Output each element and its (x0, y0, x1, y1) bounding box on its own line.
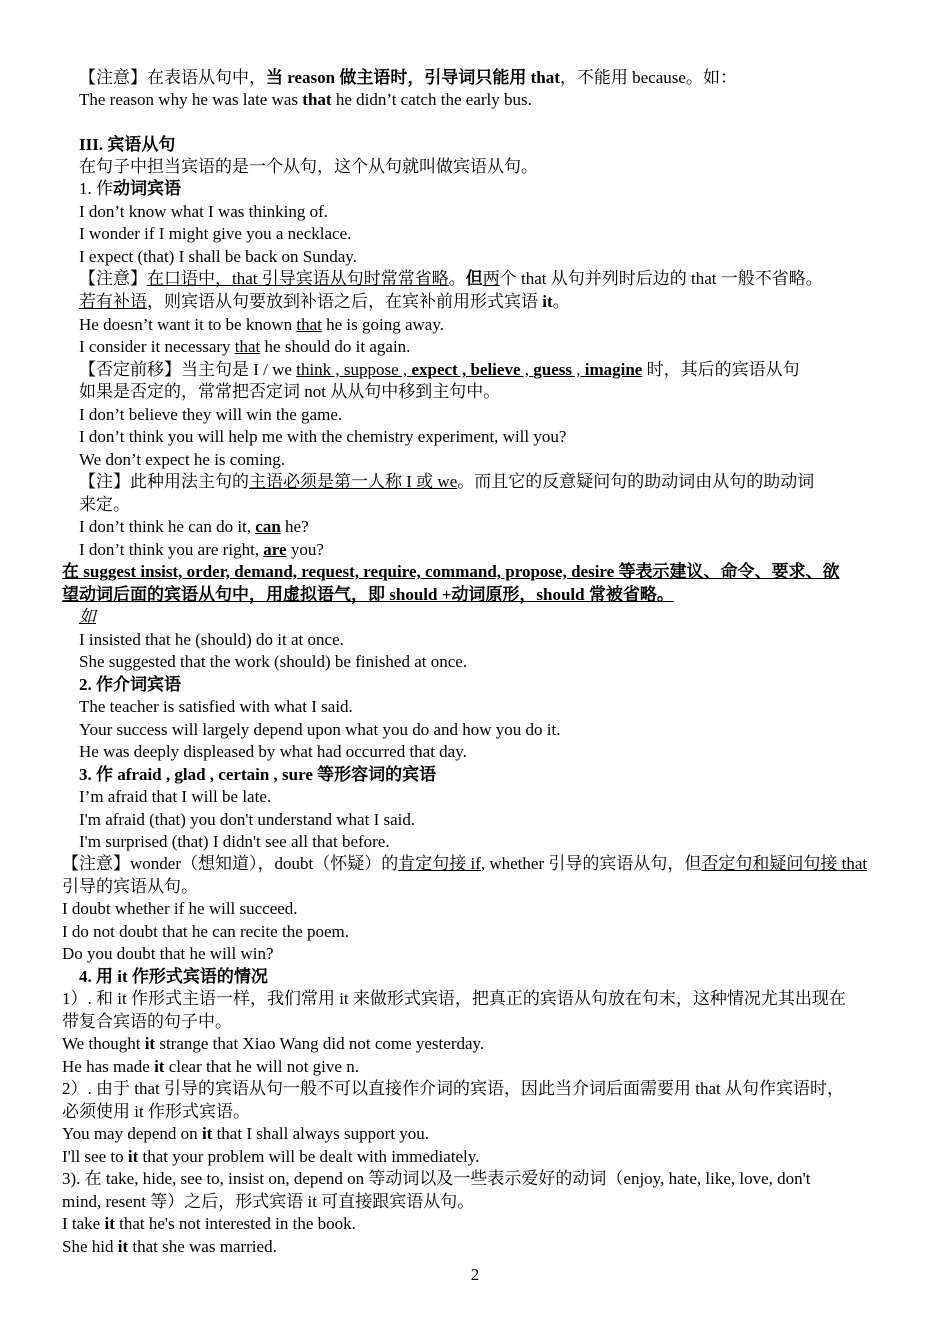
text-line (79, 674, 181, 696)
text-segment: imagine (584, 360, 643, 379)
text-segment: 时，其后的宾语从句 (642, 360, 800, 379)
text-segment: can (255, 517, 281, 536)
text-line (62, 1101, 250, 1123)
text-segment: 两 (482, 269, 500, 288)
text-segment: 【否定前移】当主句是 I / we (79, 360, 297, 379)
text-segment: I expect (that) I shall be back on Sunday. (79, 247, 357, 266)
text-line (79, 494, 130, 516)
text-line (79, 314, 444, 336)
text-line (79, 291, 570, 313)
text-segment: 1. 作 (79, 179, 113, 198)
text-segment: it (117, 1237, 129, 1256)
text-segment: I don’t think you are right, (79, 540, 264, 559)
text-segment: 【注】此种用法主句的 (79, 472, 249, 491)
text-segment: The reason why he was late was (79, 90, 303, 109)
text-segment: 3. 作 afraid , glad , certain , sure 等形容词的宾语 (79, 765, 437, 784)
text-segment: it (144, 1034, 156, 1053)
text-segment: Do you doubt that he will win? (62, 944, 274, 963)
text-line (79, 134, 175, 156)
text-segment: 4. 用 it 作形式宾语的情况 (79, 967, 268, 986)
text-line (62, 584, 674, 606)
text-line (79, 178, 181, 200)
text-line (79, 426, 566, 448)
text-segment: you? (286, 540, 324, 559)
text-segment: He doesn’t want it to be known (79, 315, 297, 334)
text-segment: guess (533, 360, 572, 379)
text-line (79, 156, 538, 178)
text-line (79, 809, 415, 831)
text-line (79, 404, 342, 426)
text-segment: that he's not interested in the book. (114, 1214, 356, 1233)
text-segment: 如 (79, 607, 96, 626)
text-line (62, 876, 198, 898)
text-segment: 肯定句接 if (398, 854, 481, 873)
text-segment: The teacher is satisfied with what I said. (79, 697, 353, 716)
text-line (79, 89, 532, 111)
text-line (62, 1011, 232, 1033)
text-line (79, 223, 351, 245)
text-segment: he should do it again. (260, 337, 411, 356)
text-segment: 引导的宾语从句。 (62, 877, 198, 896)
text-segment: I wonder if I might give you a necklace. (79, 224, 352, 243)
text-segment: I'll see to (62, 1147, 128, 1166)
text-line (79, 246, 357, 268)
text-segment: it (201, 1124, 213, 1143)
text-line (62, 898, 298, 920)
text-line (79, 516, 309, 538)
text-segment: 动词宾语 (113, 179, 181, 198)
text-line (79, 696, 353, 718)
text-segment: that (302, 90, 332, 109)
text-segment: I doubt whether if he will succeed. (62, 899, 298, 918)
text-segment: I don’t think he can do it, (79, 517, 256, 536)
text-line (62, 1056, 359, 1078)
text-segment: , (520, 360, 534, 379)
text-line (62, 1078, 844, 1100)
text-segment: He has made (62, 1057, 155, 1076)
text-segment: 。而且它的反意疑问句的助动词由从句的助动词 (457, 472, 815, 491)
text-line (62, 1191, 474, 1213)
text-segment: that (296, 315, 322, 334)
text-line (62, 1213, 356, 1235)
text-segment: I insisted that he (should) do it at once. (79, 630, 344, 649)
text-segment: We don’t expect he is coming. (79, 450, 286, 469)
page-number: 2 (470, 1265, 480, 1284)
text-segment: 3). 在 take, hide, see to, insist on, depend on 等动词以及一些表示爱好的动词（enjoy, hate, like, love, don't (62, 1169, 811, 1188)
text-line (79, 719, 560, 741)
text-segment: that (234, 337, 261, 356)
text-line (79, 201, 328, 223)
text-segment: expect , believe (411, 360, 521, 379)
text-line (79, 831, 390, 853)
text-segment: he didn’t catch the early bus. (331, 90, 532, 109)
text-segment: 1）. 和 it 作形式主语一样，我们常用 it 来做形式宾语，把真正的宾语从句放在句末，这种情况尤其出现在 (62, 989, 846, 1008)
text-segment: I do not doubt that he can recite the poem. (62, 922, 350, 941)
text-segment: I don’t know what I was thinking of. (79, 202, 328, 221)
text-segment: strange that Xiao Wang did not come yesterday. (155, 1034, 485, 1053)
text-segment: that I shall always support you. (212, 1124, 430, 1143)
text-line (79, 966, 268, 988)
text-segment: that your problem will be dealt with immediately. (138, 1147, 480, 1166)
text-segment: 在口语中，that 引导宾语从句时常常省略 (147, 269, 449, 288)
text-line (79, 449, 285, 471)
text-segment: I’m afraid that I will be late. (79, 787, 272, 806)
text-line (62, 1168, 810, 1190)
text-segment: it (127, 1147, 139, 1166)
text-segment: it (542, 292, 553, 311)
text-segment: clear that he will not give n. (164, 1057, 359, 1076)
text-line (79, 606, 96, 628)
text-segment: I'm surprised (that) I didn't see all that before. (79, 832, 390, 851)
text-segment: 必须使用 it 作形式宾语。 (62, 1102, 250, 1121)
text-segment: You may depend on (62, 1124, 202, 1143)
text-segment: 否定句和疑问句接 that (701, 854, 868, 873)
text-line (62, 1236, 277, 1258)
text-segment: 。 (552, 292, 570, 311)
text-segment: He was deeply displeased by what had occurred that day. (79, 742, 467, 761)
text-segment: 【注意】wonder（想知道），doubt（怀疑）的 (62, 854, 399, 873)
text-segment: ，则宾语从句要放到补语之后，在宾补前用形式宾语 (147, 292, 543, 311)
text-segment: 【注意】在表语从句中， (79, 68, 266, 87)
text-line (79, 786, 271, 808)
text-segment: 【注意】 (79, 269, 147, 288)
text-segment: Your success will largely depend upon what you do and how you do it. (79, 720, 561, 739)
text-line (62, 853, 867, 875)
text-segment: I'm afraid (that) you don't understand what I said. (79, 810, 416, 829)
text-segment: that she was married. (128, 1237, 277, 1256)
text-segment: 来定。 (79, 495, 130, 514)
text-segment: it (104, 1214, 115, 1233)
text-segment: 若有补语 (79, 292, 147, 311)
text-line (62, 1123, 429, 1145)
text-line (79, 67, 737, 89)
text-line (79, 741, 467, 763)
text-segment: I don’t think you will help me with the chemistry experiment, will you? (79, 427, 567, 446)
text-line (62, 561, 839, 583)
text-line (79, 471, 814, 493)
text-segment: are (263, 540, 287, 559)
text-segment: 在 suggest insist, order, demand, request, require, command, propose, desire 等表示建议、命令、要求、欲 (62, 562, 840, 581)
text-line (79, 336, 410, 358)
text-line (79, 359, 800, 381)
text-line (79, 629, 344, 651)
text-segment: 但 (465, 269, 483, 288)
text-line (79, 268, 823, 290)
text-line (62, 943, 274, 965)
text-line (62, 1146, 479, 1168)
text-segment: 在句子中担当宾语的是一个从句，这个从句就叫做宾语从句。 (79, 157, 538, 176)
text-segment: 望动词后面的宾语从句中，用虚拟语气，即 should +动词原形，should 常被省略。 (62, 585, 674, 604)
text-segment: I don’t believe they will win the game. (79, 405, 343, 424)
text-segment: We thought (62, 1034, 145, 1053)
text-segment: 当 reason 做主语时，引导词只能用 that (266, 68, 560, 87)
text-segment: ，不能用 because。如： (559, 68, 737, 87)
text-segment: 2）. 由于 that 引导的宾语从句一般不可以直接作介词的宾语，因此当介词后面需要用 that 从句作宾语时， (62, 1079, 844, 1098)
text-segment: , whether 引导的宾语从句，但 (480, 854, 702, 873)
text-line (79, 651, 467, 673)
text-segment: he is going away. (321, 315, 444, 334)
text-line (62, 1033, 484, 1055)
text-segment: She suggested that the work (should) be finished at once. (79, 652, 468, 671)
text-segment: it (154, 1057, 165, 1076)
text-segment: 主语必须是第一人称 I 或 we (249, 472, 458, 491)
text-segment: 2. 作介词宾语 (79, 675, 181, 694)
text-segment: , (571, 360, 585, 379)
text-segment: III. 宾语从句 (79, 135, 176, 154)
text-segment: 。 (448, 269, 466, 288)
text-segment: 如果是否定的，常常把否定词 not 从从句中移到主句中。 (79, 382, 501, 401)
text-line (62, 921, 349, 943)
text-segment: 个 that 从句并列时后边的 that 一般不省略。 (499, 269, 823, 288)
text-segment: he? (280, 517, 309, 536)
text-segment: I take (62, 1214, 105, 1233)
text-line (79, 381, 500, 403)
text-segment: think , suppose , (296, 360, 412, 379)
text-segment: She hid (62, 1237, 118, 1256)
text-segment: mind, resent 等）之后，形式宾语 it 可直接跟宾语从句。 (62, 1192, 475, 1211)
text-line (62, 988, 846, 1010)
text-line (79, 539, 324, 561)
text-segment: 带复合宾语的句子中。 (62, 1012, 232, 1031)
text-line (79, 764, 436, 786)
text-segment: I consider it necessary (79, 337, 235, 356)
